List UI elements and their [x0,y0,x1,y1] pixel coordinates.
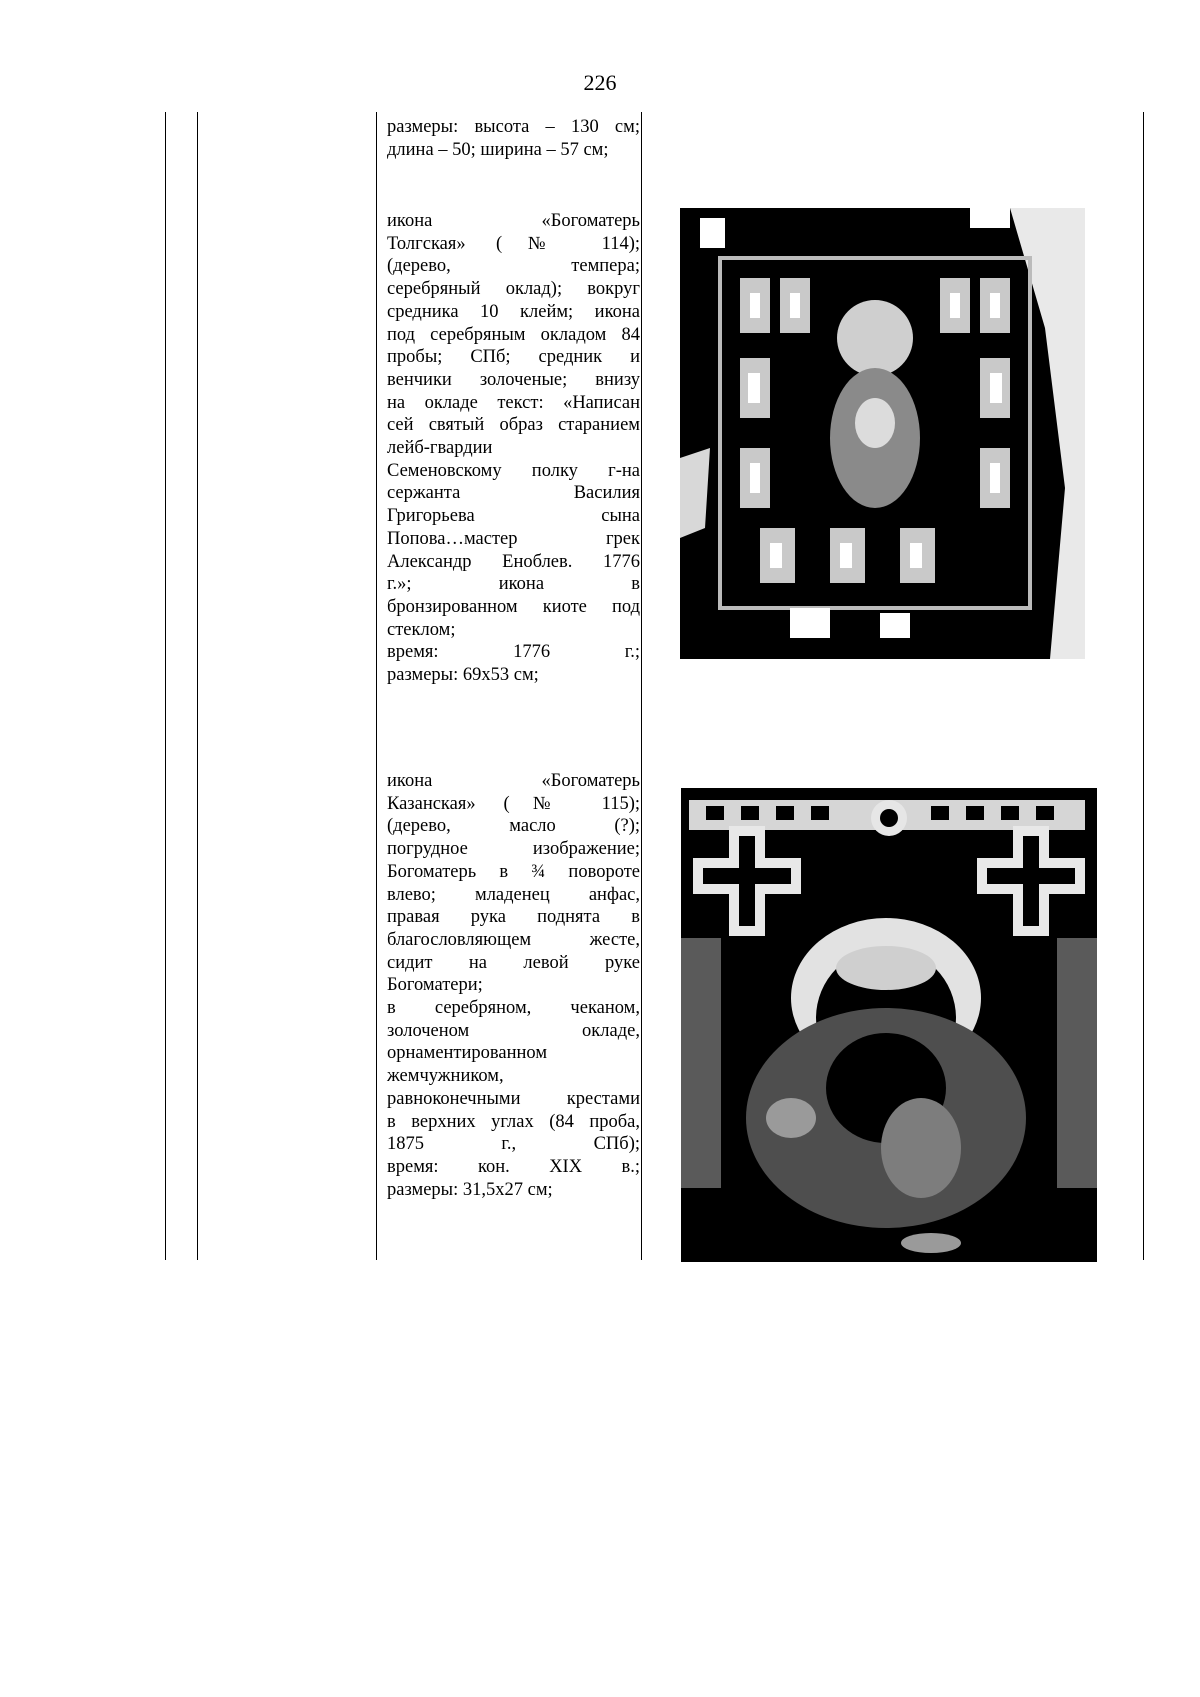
icon-photo-tolgskaya [680,208,1085,659]
table-border-right [1143,112,1144,1260]
entry-icon-kazanskaya [387,770,640,1201]
text-line: средника 10 клейм; икона [387,301,640,322]
text-line: жемчужником, [387,1066,504,1087]
text-line: погрудное изображение; [387,839,640,860]
text-line: благословляющем жесте, [387,929,640,950]
text-line: размеры: 31,5х27 см; [387,1179,553,1200]
text-line: венчики золоченые; внизу [387,369,640,390]
text-line: в верхних углах (84 проба, [387,1111,640,1132]
text-line: под серебряным окладом 84 [387,324,640,345]
text-line: правая рука поднята в [387,907,640,928]
text-line: икона «Богоматерь [387,771,640,791]
text-line: длина – 50; ширина – 57 см; [387,139,609,160]
text-line: золоченом окладе, [387,1020,640,1041]
page-number: 226 [583,70,617,95]
text-line: на окладе текст: «Написан [387,392,640,413]
text-line: Семеновскому полку г-на [387,460,640,481]
text-line: влево; младенец анфас, [387,884,640,905]
entry-icon-tolgskaya [387,210,640,687]
text-line: икона «Богоматерь [387,211,640,231]
text-line: сидит на левой руке [387,952,640,973]
text-line: лейб-гвардии [387,438,493,459]
table-border-col1 [197,112,198,1260]
text-line: (дерево, темпера; [387,256,640,277]
text-line: размеры: 69х53 см; [387,665,539,686]
text-line: пробы; СПб; средник и [387,347,640,368]
icon-photo-kazanskaya [681,788,1097,1262]
text-line: в серебряном, чеканом, [387,998,640,1019]
text-line: серебряный оклад); вокруг [387,279,640,300]
text-line: Богоматери; [387,975,483,996]
text-line: г.»; икона в [387,574,640,595]
text-line: время: кон. XIX в.; [387,1156,640,1177]
entry-dimensions-continued [387,116,640,161]
text-line: Александр Еноблев. 1776 [387,551,640,572]
text-line: стеклом; [387,619,456,640]
text-line: Попова…мастер грек [387,528,640,549]
text-line: Богоматерь в ¾ повороте [387,861,640,882]
text-line: 1875 г., СПб); [387,1134,640,1155]
text-line: размеры: высота – 130 см; [387,117,640,137]
text-line: Григорьева сына [387,506,640,527]
text-line: равноконечными крестами [387,1088,640,1109]
table-border-col3 [641,112,642,1260]
text-line: Казанская» (№ 115); [387,793,640,814]
text-line: орнаментированном [387,1043,548,1064]
text-line: Толгская» (№ 114); [387,233,640,254]
text-line: сержанта Василия [387,483,640,504]
text-line: бронзированном киоте под [387,596,640,617]
text-line: сей святый образ старанием [387,415,640,436]
text-line: время: 1776 г.; [387,642,640,663]
text-line: (дерево, масло (?); [387,816,640,837]
table-border-col2 [376,112,377,1260]
table-border-left [165,112,166,1260]
